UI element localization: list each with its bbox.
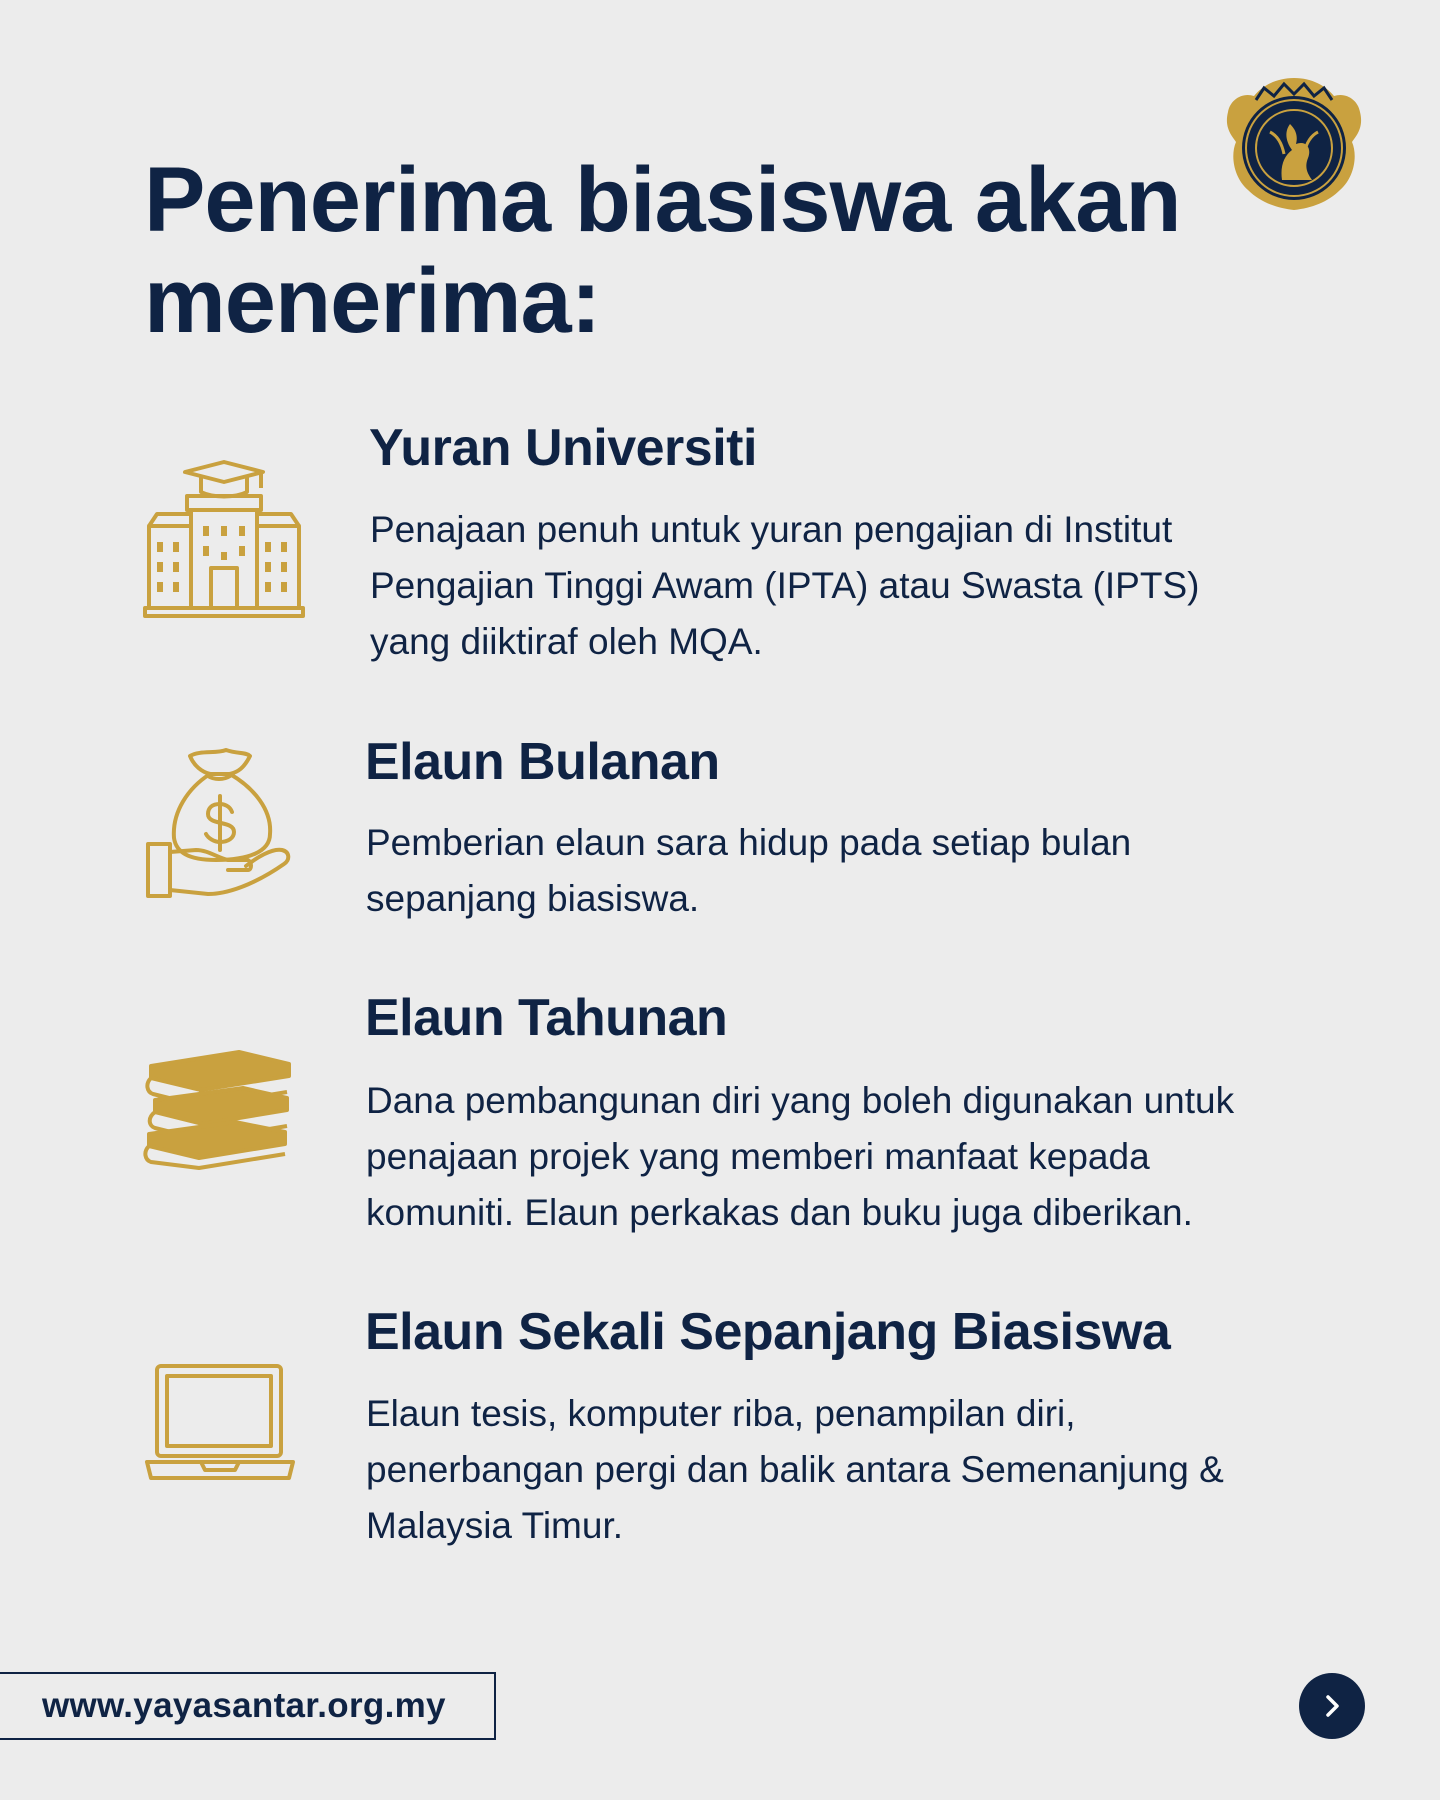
benefit-description: Dana pembangunan diri yang boleh digunakan untuk penajaan projek yang memberi manfaat kepada komuniti. Elaun perkakas dan buku juga diberikan. — [366, 1080, 1235, 1233]
benefit-heading: Elaun Sekali Sepanjang Biasiswa — [365, 1303, 1171, 1361]
next-button[interactable] — [1299, 1673, 1365, 1739]
money-bag-hand-icon — [144, 748, 294, 907]
benefit-description: Pemberian elaun sara hidup pada setiap bulan sepanjang biasiswa. — [366, 822, 1132, 919]
website-link[interactable]: www.yayasantar.org.my — [0, 1672, 496, 1740]
chevron-right-icon — [1320, 1694, 1344, 1718]
page-title: Penerima biasiswa akan menerima: — [144, 149, 1181, 352]
benefit-heading: Yuran Universiti — [369, 419, 757, 477]
laptop-icon — [143, 1362, 297, 1489]
yayasan-crest-logo — [1222, 70, 1367, 215]
benefit-description: Elaun tesis, komputer riba, penampilan diri, penerbangan pergi dan balik antara Semenanjung & Malaysia Timur. — [366, 1393, 1224, 1546]
book-stack-icon — [143, 1050, 295, 1175]
university-building-icon — [143, 458, 305, 625]
benefit-heading: Elaun Bulanan — [365, 733, 720, 791]
benefit-description: Penajaan penuh untuk yuran pengajian di Institut Pengajian Tinggi Awam (IPTA) atau Swasta (IPTS) yang diiktiraf oleh MQA. — [370, 509, 1200, 662]
benefit-heading: Elaun Tahunan — [365, 989, 728, 1047]
yayasan-crest-icon — [1222, 70, 1367, 215]
